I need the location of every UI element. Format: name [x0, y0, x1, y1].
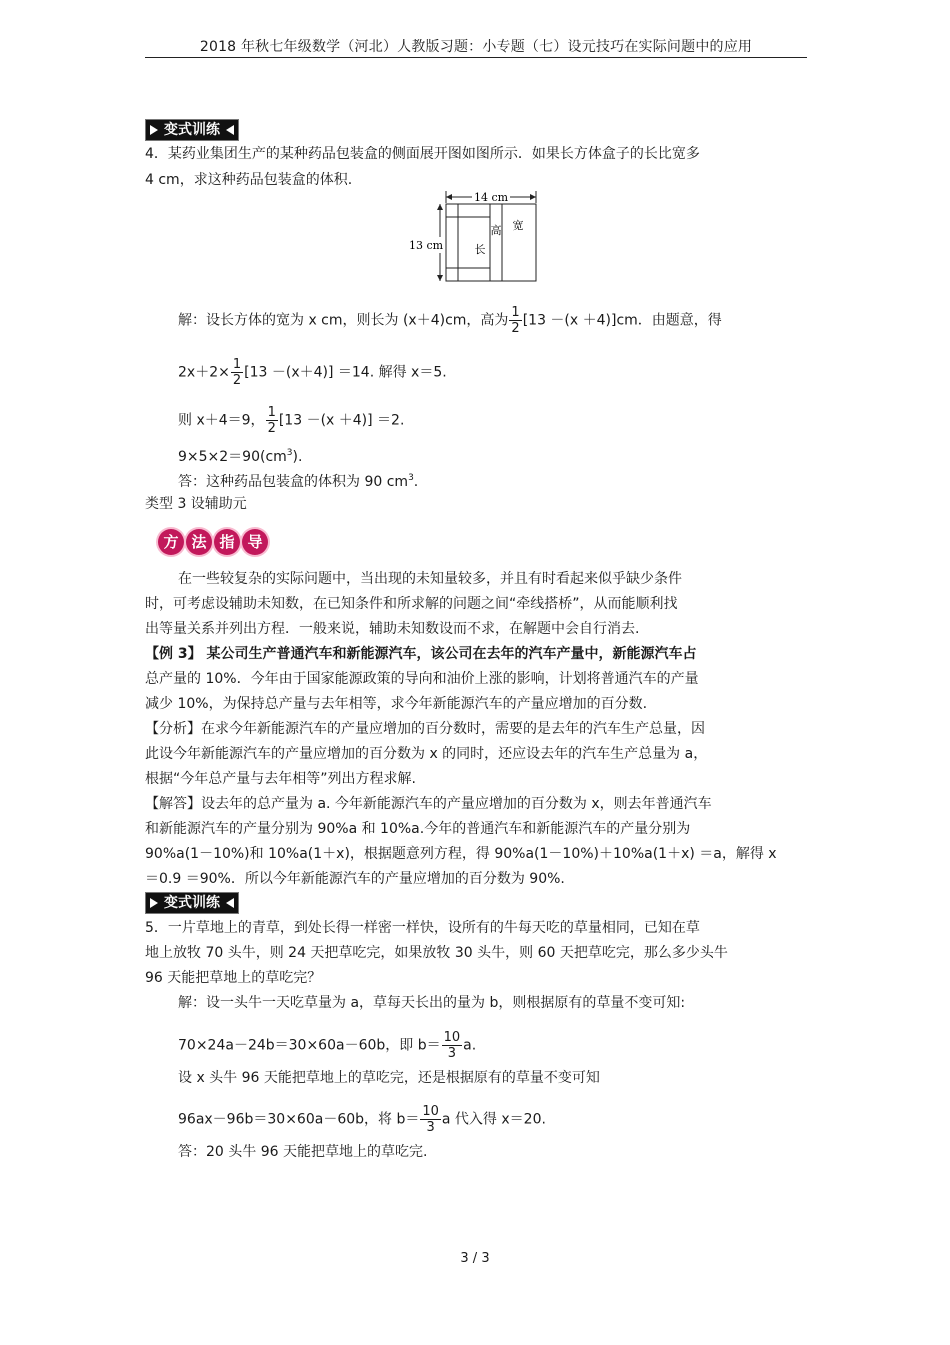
- problem5-line3: 96 天能把草地上的草吃完？: [145, 970, 322, 986]
- page-header: 2018 年秋七年级数学（河北）人教版习题：小专题（七）设元技巧在实际问题中的应用: [199, 39, 753, 55]
- solution4-text-b: [13 －(x ＋4)]cm．由题意，得: [522, 312, 722, 329]
- solution5-line3: 设 x 头牛 96 天能把草地上的草吃完，还是根据原有的草量不变可知: [178, 1070, 600, 1086]
- type3-heading: 类型 3 设辅助元: [145, 496, 247, 512]
- solution4-answer: [178, 468, 418, 492]
- method-guide-char: 法: [186, 529, 212, 555]
- problem5-line2: 地上放牧 70 头牛，则 24 天把草吃完，如果放牧 30 头牛，则 60 天把草吃完，那么多少头牛: [145, 945, 728, 961]
- guide-line3: 出等量关系并列出方程．一般来说，辅助未知数设而不求，在解题中会自行消去.: [145, 621, 640, 637]
- box-net-diagram: [410, 187, 545, 287]
- cube-exponent: 3: [286, 448, 293, 458]
- fraction-half: [509, 305, 521, 336]
- answer-text: 答：这种药品包装盒的体积为 90 cm: [178, 474, 409, 490]
- fraction-half: [231, 357, 243, 388]
- problem5-line1: 5．一片草地上的青草，到处长得一样密一样快，设所有的牛每天吃的草量相同，已知在草: [145, 920, 700, 936]
- solution4-line4: [178, 443, 302, 467]
- method-guide-badge: [158, 529, 270, 555]
- net-outline: [446, 204, 536, 281]
- analysis-line3: 根据“今年总产量与去年相等”列出方程求解.: [145, 771, 416, 787]
- volume-calc-end: ).: [292, 449, 303, 465]
- solution5-text-a: 70×24a－24b＝30×60a－60b，即 b＝: [178, 1037, 441, 1054]
- label-kuan: 宽: [512, 219, 524, 232]
- solution4-text-a: 2x＋2×: [178, 364, 230, 381]
- fraction-numerator: 10: [422, 1104, 439, 1119]
- fraction-half: [266, 405, 278, 436]
- solution5-text-a: 96ax－96b＝30×60a－60b，将 b＝: [178, 1111, 420, 1128]
- answer-line4: ＝0.9 ＝90%．所以今年新能源汽车的产量应增加的百分数为 90%.: [145, 871, 565, 887]
- fraction-numerator: 10: [443, 1030, 461, 1045]
- variant-training-tag: 变式训练: [145, 119, 239, 141]
- width-label: 14 cm: [473, 191, 509, 204]
- label-gao: 高: [490, 224, 502, 237]
- solution5-line2: [178, 1030, 476, 1061]
- example3-line1: 【例 3】 某公司生产普通汽车和新能源汽车，该公司在去年的汽车产量中，新能源汽车占: [145, 646, 697, 662]
- guide-line1: 在一些较复杂的实际问题中，当出现的未知量较多，并且有时看起来似乎缺少条件: [178, 571, 682, 587]
- solution5-line1: 解：设一头牛一天吃草量为 a，草每天长出的量为 b，则根据原有的草量不变可知:: [178, 995, 686, 1011]
- guide-line2: 时，可考虑设辅助未知数，在已知条件和所求解的问题之间“牵线搭桥”，从而能顺利找: [145, 596, 678, 612]
- fraction-denominator: 3: [426, 1120, 435, 1135]
- answer-line1: 【解答】设去年的总产量为 a. 今年新能源汽车的产量应增加的百分数为 x，则去年普通汽车: [145, 796, 712, 812]
- page-number: 3 / 3: [460, 1251, 490, 1266]
- label-chang: 长: [474, 243, 486, 256]
- problem4-line1: 4．某药业集团生产的某种药品包装盒的侧面展开图如图所示．如果长方体盒子的长比宽多: [145, 146, 700, 162]
- header-rule: [145, 57, 807, 58]
- fraction-numerator: 1: [511, 305, 520, 320]
- cube-exponent: 3: [408, 473, 414, 483]
- fraction-denominator: 2: [511, 321, 520, 336]
- solution5-text-b: a.: [463, 1037, 477, 1054]
- fraction-denominator: 2: [267, 421, 276, 436]
- fraction-numerator: 1: [267, 405, 276, 420]
- height-label: 13 cm: [410, 239, 444, 252]
- solution5-text-b: a 代入得 x＝20.: [441, 1111, 546, 1128]
- solution5-line4: [178, 1104, 546, 1135]
- analysis-line1: 【分析】在求今年新能源汽车的产量应增加的百分数时，需要的是去年的汽车生产总量，因: [145, 721, 705, 737]
- solution4-text-a: 解：设长方体的宽为 x cm，则长为 (x＋4)cm，高为: [178, 312, 509, 329]
- fraction-numerator: 1: [232, 357, 242, 372]
- fraction-ten-thirds: [420, 1104, 441, 1135]
- solution4-line2: [178, 357, 447, 388]
- problem4-line2: 4 cm，求这种药品包装盒的体积.: [145, 172, 353, 188]
- fraction-ten-thirds: [442, 1030, 463, 1061]
- example3-line3: 减少 10%，为保持总产量与去年相等，求今年新能源汽车的产量应增加的百分数.: [145, 696, 648, 712]
- answer-line2: 和新能源汽车的产量分别为 90%a 和 10%a.今年的普通汽车和新能源汽车的产量分别为: [145, 821, 691, 837]
- solution4-line1: [178, 305, 722, 336]
- example3-line2: 总产量的 10%．今年由于国家能源政策的导向和油价上涨的影响，计划将普通汽车的产量: [145, 671, 699, 687]
- solution4-text-a: 则 x＋4＝9，: [178, 412, 265, 429]
- variant-training-tag: 变式训练: [145, 892, 239, 914]
- solution4-text-b: [13 －(x＋4)] ＝14. 解得 x＝5.: [244, 364, 447, 381]
- box-net-figure: [410, 187, 545, 287]
- solution4-line3: [178, 405, 404, 436]
- analysis-line2: 此设今年新能源汽车的产量应增加的百分数为 x 的同时，还应设去年的汽车生产总量为 a，: [145, 746, 708, 762]
- answer-line3: 90%a(1－10%)和 10%a(1＋x)，根据题意列方程，得 90%a(1－10%)＋10%a(1＋x) ＝a，解得 x: [145, 846, 777, 862]
- method-guide-char: 指: [214, 529, 240, 555]
- volume-calc: 9×5×2＝90(cm: [178, 449, 287, 465]
- answer-end: .: [413, 474, 419, 490]
- method-guide-char: 方: [158, 529, 184, 555]
- fraction-denominator: 2: [232, 373, 242, 388]
- solution4-text-b: [13 －(x ＋4)] ＝2.: [278, 412, 405, 429]
- fraction-denominator: 3: [447, 1046, 457, 1061]
- solution5-answer: 答：20 头牛 96 天能把草地上的草吃完.: [178, 1144, 428, 1160]
- method-guide-char: 导: [242, 529, 268, 555]
